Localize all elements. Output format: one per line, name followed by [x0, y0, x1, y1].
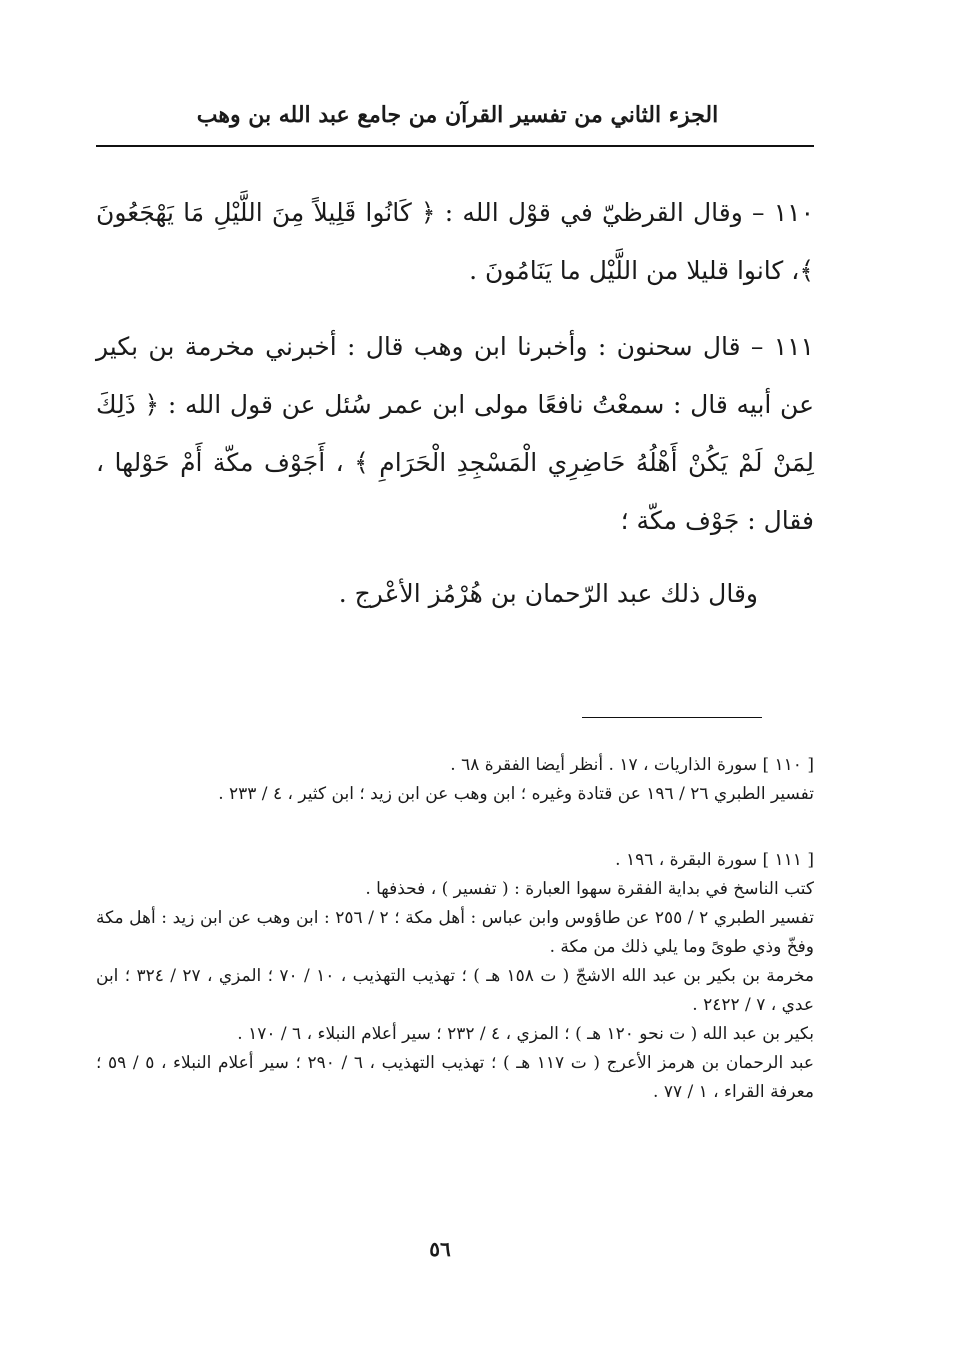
footnote-line: مخرمة بن بكير بن عبد الله الاشجّ ( ت ١٥٨ هـ ) ؛ تهذيب التهذيب ، ١٠ / ٧٠ ؛ المزي ، ٢٧ / ٣٢٤ ؛ ابن عدي ، ٧ / ٢٤٢٢ .	[96, 966, 814, 1015]
footnote-block-111	[96, 846, 814, 1107]
page-number: ٥٦	[429, 1237, 451, 1261]
footnote-divider	[582, 717, 762, 718]
header-divider	[96, 145, 814, 147]
paragraph-111	[96, 318, 814, 550]
paragraph-110	[96, 184, 814, 300]
paragraph-111-continuation	[96, 565, 758, 623]
footnote-line: بكير بن عبد الله ( ت نحو ١٢٠ هـ ) ؛ المزي ، ٤ / ٢٣٢ ؛ سير أعلام النبلاء ، ٦ / ١٧٠ .	[237, 1024, 814, 1044]
paragraph-111-text: ١١١ – قال سحنون : وأخبرنا ابن وهب قال : أخبرني مخرمة بن بكير عن أبيه قال : سمعْتُ نافعًا مولى ابن عمر سُئل عن قول الله : ﴿ ذَلِكَ لِمَنْ لَمْ يَكُنْ أَهْلُهُ حَاضِرِي الْمَسْجِدِ الْحَرَامِ ﴾ ، أَجَوْف مكّة أَمْ حَوْلها ، فقال : جَوْف مكّة ؛	[96, 332, 814, 535]
footnote-block-110	[96, 751, 814, 809]
footnote-line: [ ١١٠ ] سورة الذاريات ، ١٧ . أنظر أيضا الفقرة ٦٨ .	[450, 755, 814, 775]
footnote-line: عبد الرحمان بن هرمز الأعرج ( ت ١١٧ هـ ) ؛ تهذيب التهذيب ، ٦ / ٢٩٠ ؛ سير أعلام النبلاء ، ٥ / ٥٩ ؛ معرفة القراء ، ١ / ٧٧ .	[96, 1053, 814, 1102]
footnote-line: كتب الناسخ في بداية الفقرة سهوا العبارة : ( تفسير ) ، فحذفها .	[365, 879, 814, 899]
paragraph-110-text: ١١٠ – وقال القرظيّ في قوْل الله : ﴿ كَانُوا قَلِيلاً مِنَ اللَّيْلِ مَا يَهْجَعُونَ ﴾، كانوا قليلا من اللَّيْل ما يَنَامُونَ .	[96, 198, 815, 285]
running-header-title: الجزء الثاني من تفسير القرآن من جامع عبد الله بن وهب	[196, 102, 719, 128]
footnote-line: تفسير الطبري ٢٦ / ١٩٦ عن قتادة وغيره ؛ ابن وهب عن ابن زيد ؛ ابن كثير ، ٤ / ٢٣٣ .	[218, 784, 814, 804]
footnote-line: تفسير الطبري ٢ / ٢٥٥ عن طاؤوس وابن عباس : أهل مكة ؛ ٢ / ٢٥٦ : ابن وهب عن ابن زيد : أهل مكة وفخّ وذي طوىً وما يلي ذلك من مكة .	[96, 908, 815, 957]
paragraph-111-continuation-text: وقال ذلك عبد الرّحمان بن هُرْمُز الأعْرج .	[338, 579, 758, 608]
footnote-line: [ ١١١ ] سورة البقرة ، ١٩٦ .	[615, 850, 814, 870]
